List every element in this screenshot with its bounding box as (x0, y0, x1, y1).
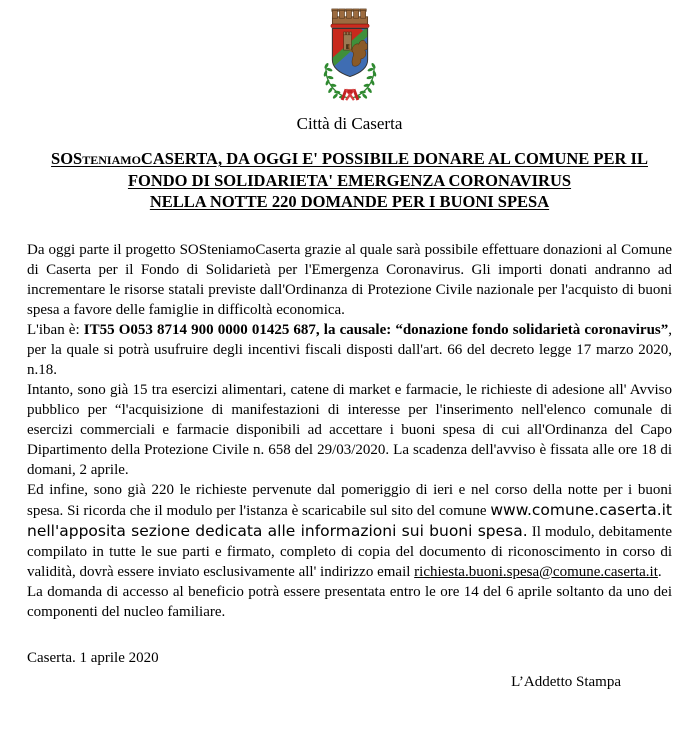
website-url: www.comune.caserta.it (490, 500, 672, 519)
website-highlight-rest: nell'apposita sezione dedicata alle informazioni sui buoni spesa. (27, 521, 528, 540)
iban-value: IT55 O053 8714 900 0000 01425 687, la causale: “donazione fondo solidarietà coronavirus” (83, 321, 669, 338)
modulo-text: Il modulo, debitamente compilato in tutte le sue parti e firmato, completo di copia del documento di riconoscimento in corso di validità, dovrà essere inviato esclusivamente all' indirizzo email (27, 523, 672, 580)
sentence-end: . (657, 563, 662, 580)
headline-brand: SOSteniamo (51, 149, 141, 168)
ribbon-icon (342, 89, 358, 100)
headline-line-3: NELLA NOTTE 220 DOMANDE PER I BUONI SPESA (149, 192, 550, 211)
paragraph-avviso: Intanto, sono già 15 tra esercizi alimentari, catene di market e farmacie, le richieste di adesione all' Avviso pubblico per “l'acquisizione di manifestazioni di interesse per l'inserimento nell'elenco comunale di esercizi commerciali e farmacie disponibili ad accettare i buoni spesa di cui all'Ordinanza del Capo Dipartimento della Protezione Civile n. 658 del 29/03/2020. La scadenza dell'avviso è fissata alle ore 18 di domani, 2 aprile. (27, 381, 672, 478)
paragraph-progetto: Da oggi parte il progetto SOSteniamoCaserta grazie al quale sarà possibile effettuare donazioni al Comune di Caserta per il Fondo di Solidarietà per l'Emergenza Coronavirus. Gli importi donati andranno ad incrementare le risorse statali previste dall'Ordinanza di Protezione Civile nazionale per l'acquisto di buoni spesa a favore delle famiglie in difficoltà economica. (27, 241, 672, 318)
signature: L’Addetto Stampa (511, 673, 621, 690)
city-title: Città di Caserta (296, 114, 403, 133)
paragraph-iban (27, 320, 672, 380)
iban-rest: , per la quale si potrà usufruire degli incentivi fiscali disposti dall'art. 66 del decreto legge 17 marzo 2020, n.18. (27, 321, 672, 378)
email-link[interactable]: richiesta.buoni.spesa@comune.caserta.it (414, 563, 658, 580)
shield-icon (332, 27, 368, 78)
dateline: Caserta. 1 aprile 2020 (27, 649, 159, 666)
headline (42, 148, 657, 213)
tower-icon (343, 32, 351, 50)
iban-prefix: L'iban è: (27, 321, 84, 338)
headline-line-2: FONDO DI SOLIDARIETA' EMERGENZA CORONAVIRUS (127, 170, 572, 190)
paragraph-richieste (27, 480, 672, 582)
mural-crown-icon (330, 9, 368, 28)
body-text (27, 240, 672, 622)
paragraph-domanda: La domanda di accesso al beneficio potrà essere presentata entro le ore 14 del 6 aprile soltanto da uno dei componenti del nucleo familiare. (27, 583, 672, 620)
richieste-text: Ed infine, sono già 220 le richieste pervenute dal pomeriggio di ieri e nel corso della notte per i buoni spesa. Si ricorda che il modulo per l'istanza è scaricabile sul sito del comune (27, 481, 672, 519)
headline-line-1 (42, 148, 657, 170)
crest-container (0, 0, 699, 108)
headline-line-1-rest: CASERTA, DA OGGI E' POSSIBILE DONARE AL COMUNE PER IL (140, 149, 648, 168)
caserta-coat-of-arms-icon (315, 5, 385, 103)
